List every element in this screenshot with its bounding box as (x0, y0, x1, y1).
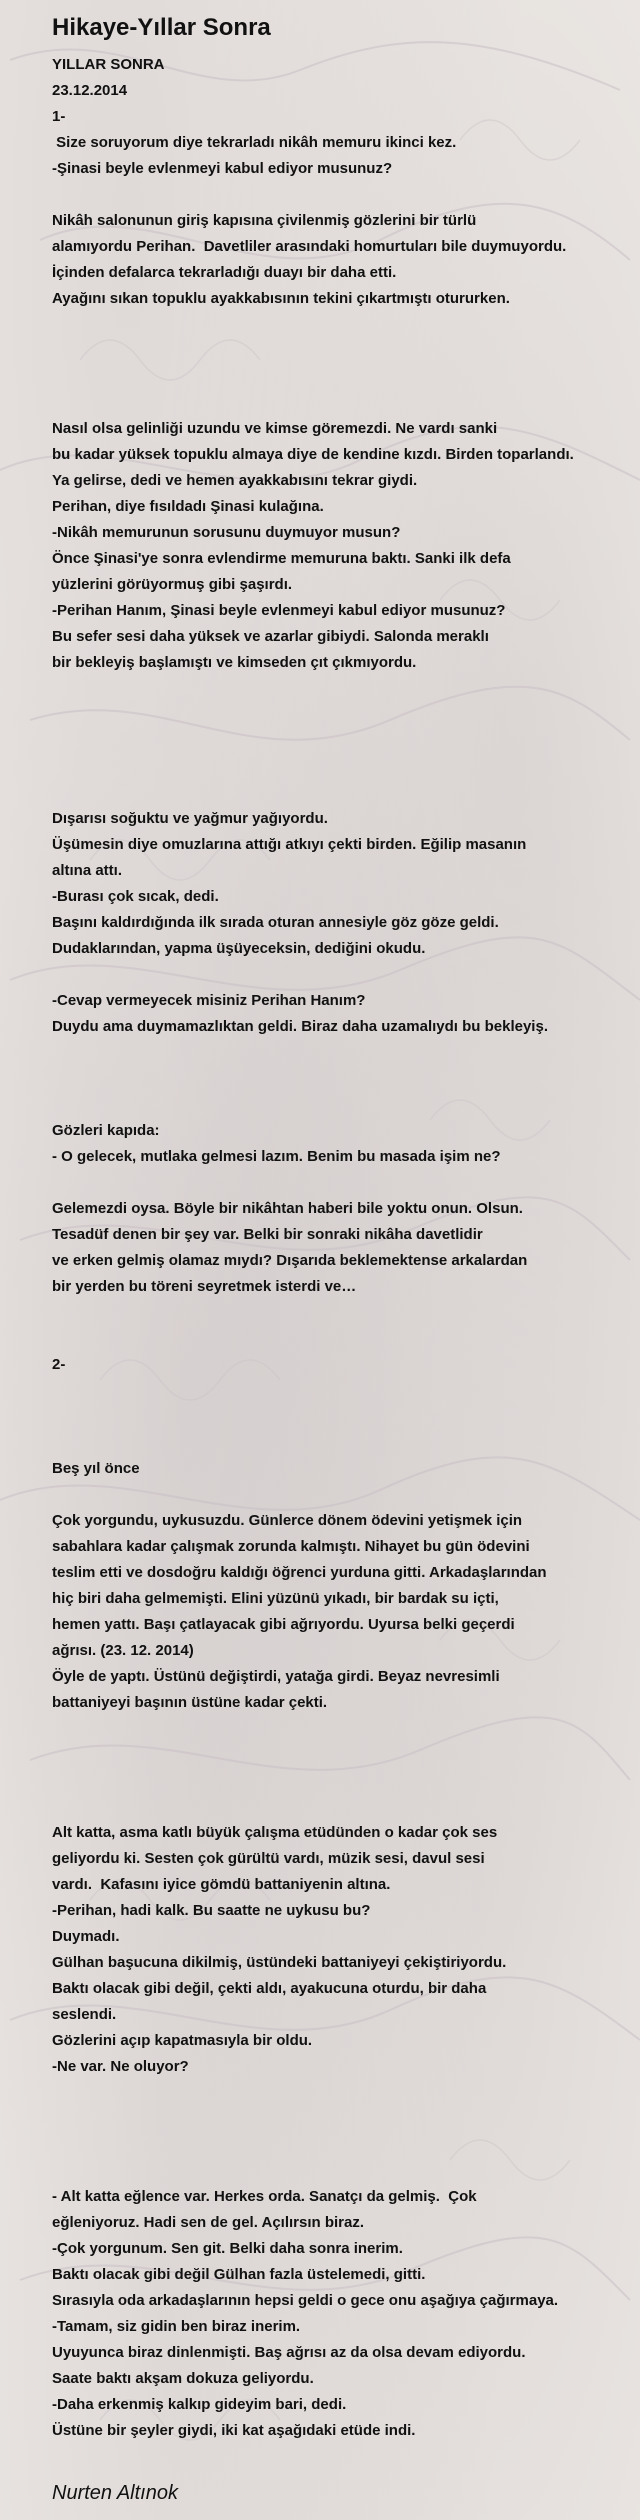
blank-line (52, 1092, 632, 1118)
blank-line (52, 754, 632, 780)
story-line: Nasıl olsa gelinliği uzundu ve kimse göremezdi. Ne vardı sanki (52, 420, 498, 437)
story-line: bir yerden bu töreni seyretmek isterdi ve… (52, 1278, 357, 1295)
blank-line (52, 1040, 632, 1066)
blank-line (52, 2080, 632, 2106)
story-line: Ya gelirse, dedi ve hemen ayakkabısını tekrar giydi. (52, 472, 418, 489)
story-line: ağrısı. (23. 12. 2014) (52, 1642, 194, 1659)
story-line: seslendi. (52, 2006, 117, 2023)
story-line: bir bekleyiş başlamıştı ve kimseden çıt çıkmıyordu. (52, 654, 417, 671)
story-line: battaniyeyi başının üstüne kadar çekti. (52, 1694, 328, 1711)
story-line: ve erken gelmiş olamaz mıydı? Dışarıda beklemektense arkalardan (52, 1252, 528, 1269)
blank-line (52, 1378, 632, 1404)
story-line: -Cevap vermeyecek misiniz Perihan Hanım? (52, 992, 366, 1009)
story-line: -Nikâh memurunun sorusunu duymuyor musun? (52, 524, 401, 541)
story-line: Bu sefer sesi daha yüksek ve azarlar gibiydi. Salonda meraklı (52, 628, 489, 645)
story-line: Gülhan başucuna dikilmiş, üstündeki battaniyeyi çekiştiriyordu. (52, 1954, 507, 1971)
story-line: -Ne var. Ne oluyor? (52, 2058, 189, 2075)
story-line: - O gelecek, mutlaka gelmesi lazım. Benim bu masada işim ne? (52, 1148, 501, 1165)
blank-line (52, 364, 632, 390)
blank-line (52, 702, 632, 728)
blank-line (52, 1794, 632, 1820)
story-line: Ayağını sıkan topuklu ayakkabısının tekini çıkartmıştı otururken. (52, 290, 510, 307)
blank-line (52, 1742, 632, 1768)
blank-line (52, 1404, 632, 1430)
story-line: Uyuyunca biraz dinlenmişti. Baş ağrısı az da olsa devam ediyordu. (52, 2344, 526, 2361)
blank-line (52, 2132, 632, 2158)
story-line: Alt katta, asma katlı büyük çalışma etüdünden o kadar çok ses (52, 1824, 498, 1841)
story-line: Gözlerini açıp kapatmasıyla bir oldu. (52, 2032, 313, 2049)
story-line: -Perihan Hanım, Şinasi beyle evlenmeyi kabul ediyor musunuz? (52, 602, 506, 619)
story-line: Çok yorgundu, uykusuzdu. Günlerce dönem ödevini yetişmek için (52, 1512, 523, 1529)
blank-line (52, 182, 632, 208)
blank-line (52, 1430, 632, 1456)
story-line: -Burası çok sıcak, dedi. (52, 888, 219, 905)
story-line: yüzlerini görüyormuş gibi şaşırdı. (52, 576, 293, 593)
story-line: altına attı. (52, 862, 123, 879)
story-line: sabahlara kadar çalışmak zorunda kalmıştı. Nihayet bu gün ödevini (52, 1538, 530, 1555)
story-line: Dudaklarından, yapma üşüyeceksin, dediğini okudu. (52, 940, 426, 957)
story-line: eğleniyoruz. Hadi sen de gel. Açılırsın biraz. (52, 2214, 365, 2231)
story-line: -Tamam, siz gidin ben biraz inerim. (52, 2318, 301, 2335)
story-line: YILLAR SONRA (52, 56, 165, 73)
blank-line (52, 962, 632, 988)
story-line: Üşümesin diye omuzlarına attığı atkıyı çekti birden. Eğilip masanın (52, 836, 527, 853)
blank-line (52, 1482, 632, 1508)
story-line: Baktı olacak gibi değil Gülhan fazla üstelemedi, gitti. (52, 2266, 426, 2283)
story-line: Perihan, diye fısıldadı Şinasi kulağına. (52, 498, 324, 515)
story-line: vardı. Kafasını iyice gömdü battaniyenin altına. (52, 1876, 391, 1893)
story-line: Saate baktı akşam dokuza geliyordu. (52, 2370, 314, 2387)
blank-line (52, 676, 632, 702)
story-line: geliyordu ki. Sesten çok gürültü vardı, müzik sesi, davul sesi (52, 1850, 485, 1867)
story-line: 23.12.2014 (52, 82, 128, 99)
story-line: Başını kaldırdığında ilk sırada oturan annesiyle göz göze geldi. (52, 914, 499, 931)
blank-line (52, 1066, 632, 1092)
story-line: -Daha erkenmiş kalkıp gideyim bari, dedi. (52, 2396, 347, 2413)
blank-line (52, 1300, 632, 1326)
blank-line (52, 1326, 632, 1352)
story-line: -Perihan, hadi kalk. Bu saatte ne uykusu bu? (52, 1902, 371, 1919)
blank-line (52, 728, 632, 754)
story-line: Beş yıl önce (52, 1460, 140, 1477)
story-line: Sırasıyla oda arkadaşlarının hepsi geldi o gece onu aşağıya çağırmaya. (52, 2292, 559, 2309)
blank-line (52, 1768, 632, 1794)
story-line: Size soruyorum diye tekrarladı nikâh memuru ikinci kez. (52, 134, 457, 151)
story-line: -Çok yorgunum. Sen git. Belki daha sonra inerim. (52, 2240, 403, 2257)
story-line: Önce Şinasi'ye sonra evlendirme memuruna baktı. Sanki ilk defa (52, 550, 511, 567)
blank-line (52, 2106, 632, 2132)
story-line: Duymadı. (52, 1928, 120, 1945)
story-line: hemen yattı. Başı çatlayacak gibi ağrıyordu. Uyursa belki geçerdi (52, 1616, 515, 1633)
blank-line (52, 338, 632, 364)
story-line: Nikâh salonunun giriş kapısına çivilenmiş gözlerini bir türlü (52, 212, 477, 229)
story-line: 1- (52, 108, 66, 125)
author-signature: Nurten Altınok (52, 2482, 178, 2504)
blank-line (52, 1170, 632, 1196)
blank-line (52, 1716, 632, 1742)
story-line: Üstüne bir şeyler giydi, iki kat aşağıdaki etüde indi. (52, 2422, 416, 2439)
story-line: Dışarısı soğuktu ve yağmur yağıyordu. (52, 810, 328, 827)
story-title: Hikaye-Yıllar Sonra (52, 14, 271, 41)
story-line: Gelemezdi oysa. Böyle bir nikâhtan haberi bile yoktu onun. Olsun. (52, 1200, 523, 1217)
blank-line (52, 780, 632, 806)
story-line: alamıyordu Perihan. Davetliler arasındaki homurtuları bile duymuyordu. (52, 238, 567, 255)
story-line: Öyle de yaptı. Üstünü değiştirdi, yatağa girdi. Beyaz nevresimli (52, 1668, 500, 1685)
story-line: 2- (52, 1356, 66, 1373)
blank-line (52, 390, 632, 416)
story-line: Duydu ama duymamazlıktan geldi. Biraz daha uzamalıydı bu bekleyiş. (52, 1018, 548, 1035)
story-line: -Şinasi beyle evlenmeyi kabul ediyor musunuz? (52, 160, 393, 177)
blank-line (52, 2158, 632, 2184)
story-line: teslim etti ve dosdoğru kaldığı öğrenci yurduna gitti. Arkadaşlarından (52, 1564, 547, 1581)
story-line: Tesadüf denen bir şey var. Belki bir sonraki nikâha davetlidir (52, 1226, 483, 1243)
story-line: - Alt katta eğlence var. Herkes orda. Sanatçı da gelmiş. Çok (52, 2188, 477, 2205)
blank-line (52, 312, 632, 338)
story-line: bu kadar yüksek topuklu almaya diye de kendine kızdı. Birden toparlandı. (52, 446, 574, 463)
story-body (52, 52, 632, 2444)
story-line: Gözleri kapıda: (52, 1122, 160, 1139)
story-line: hiç biri daha gelmemişti. Elini yüzünü yıkadı, bir bardak su içti, (52, 1590, 499, 1607)
story-line: Baktı olacak gibi değil, çekti aldı, ayakucuna oturdu, bir daha (52, 1980, 487, 1997)
story-line: İçinden defalarca tekrarladığı duayı bir daha etti. (52, 264, 397, 281)
